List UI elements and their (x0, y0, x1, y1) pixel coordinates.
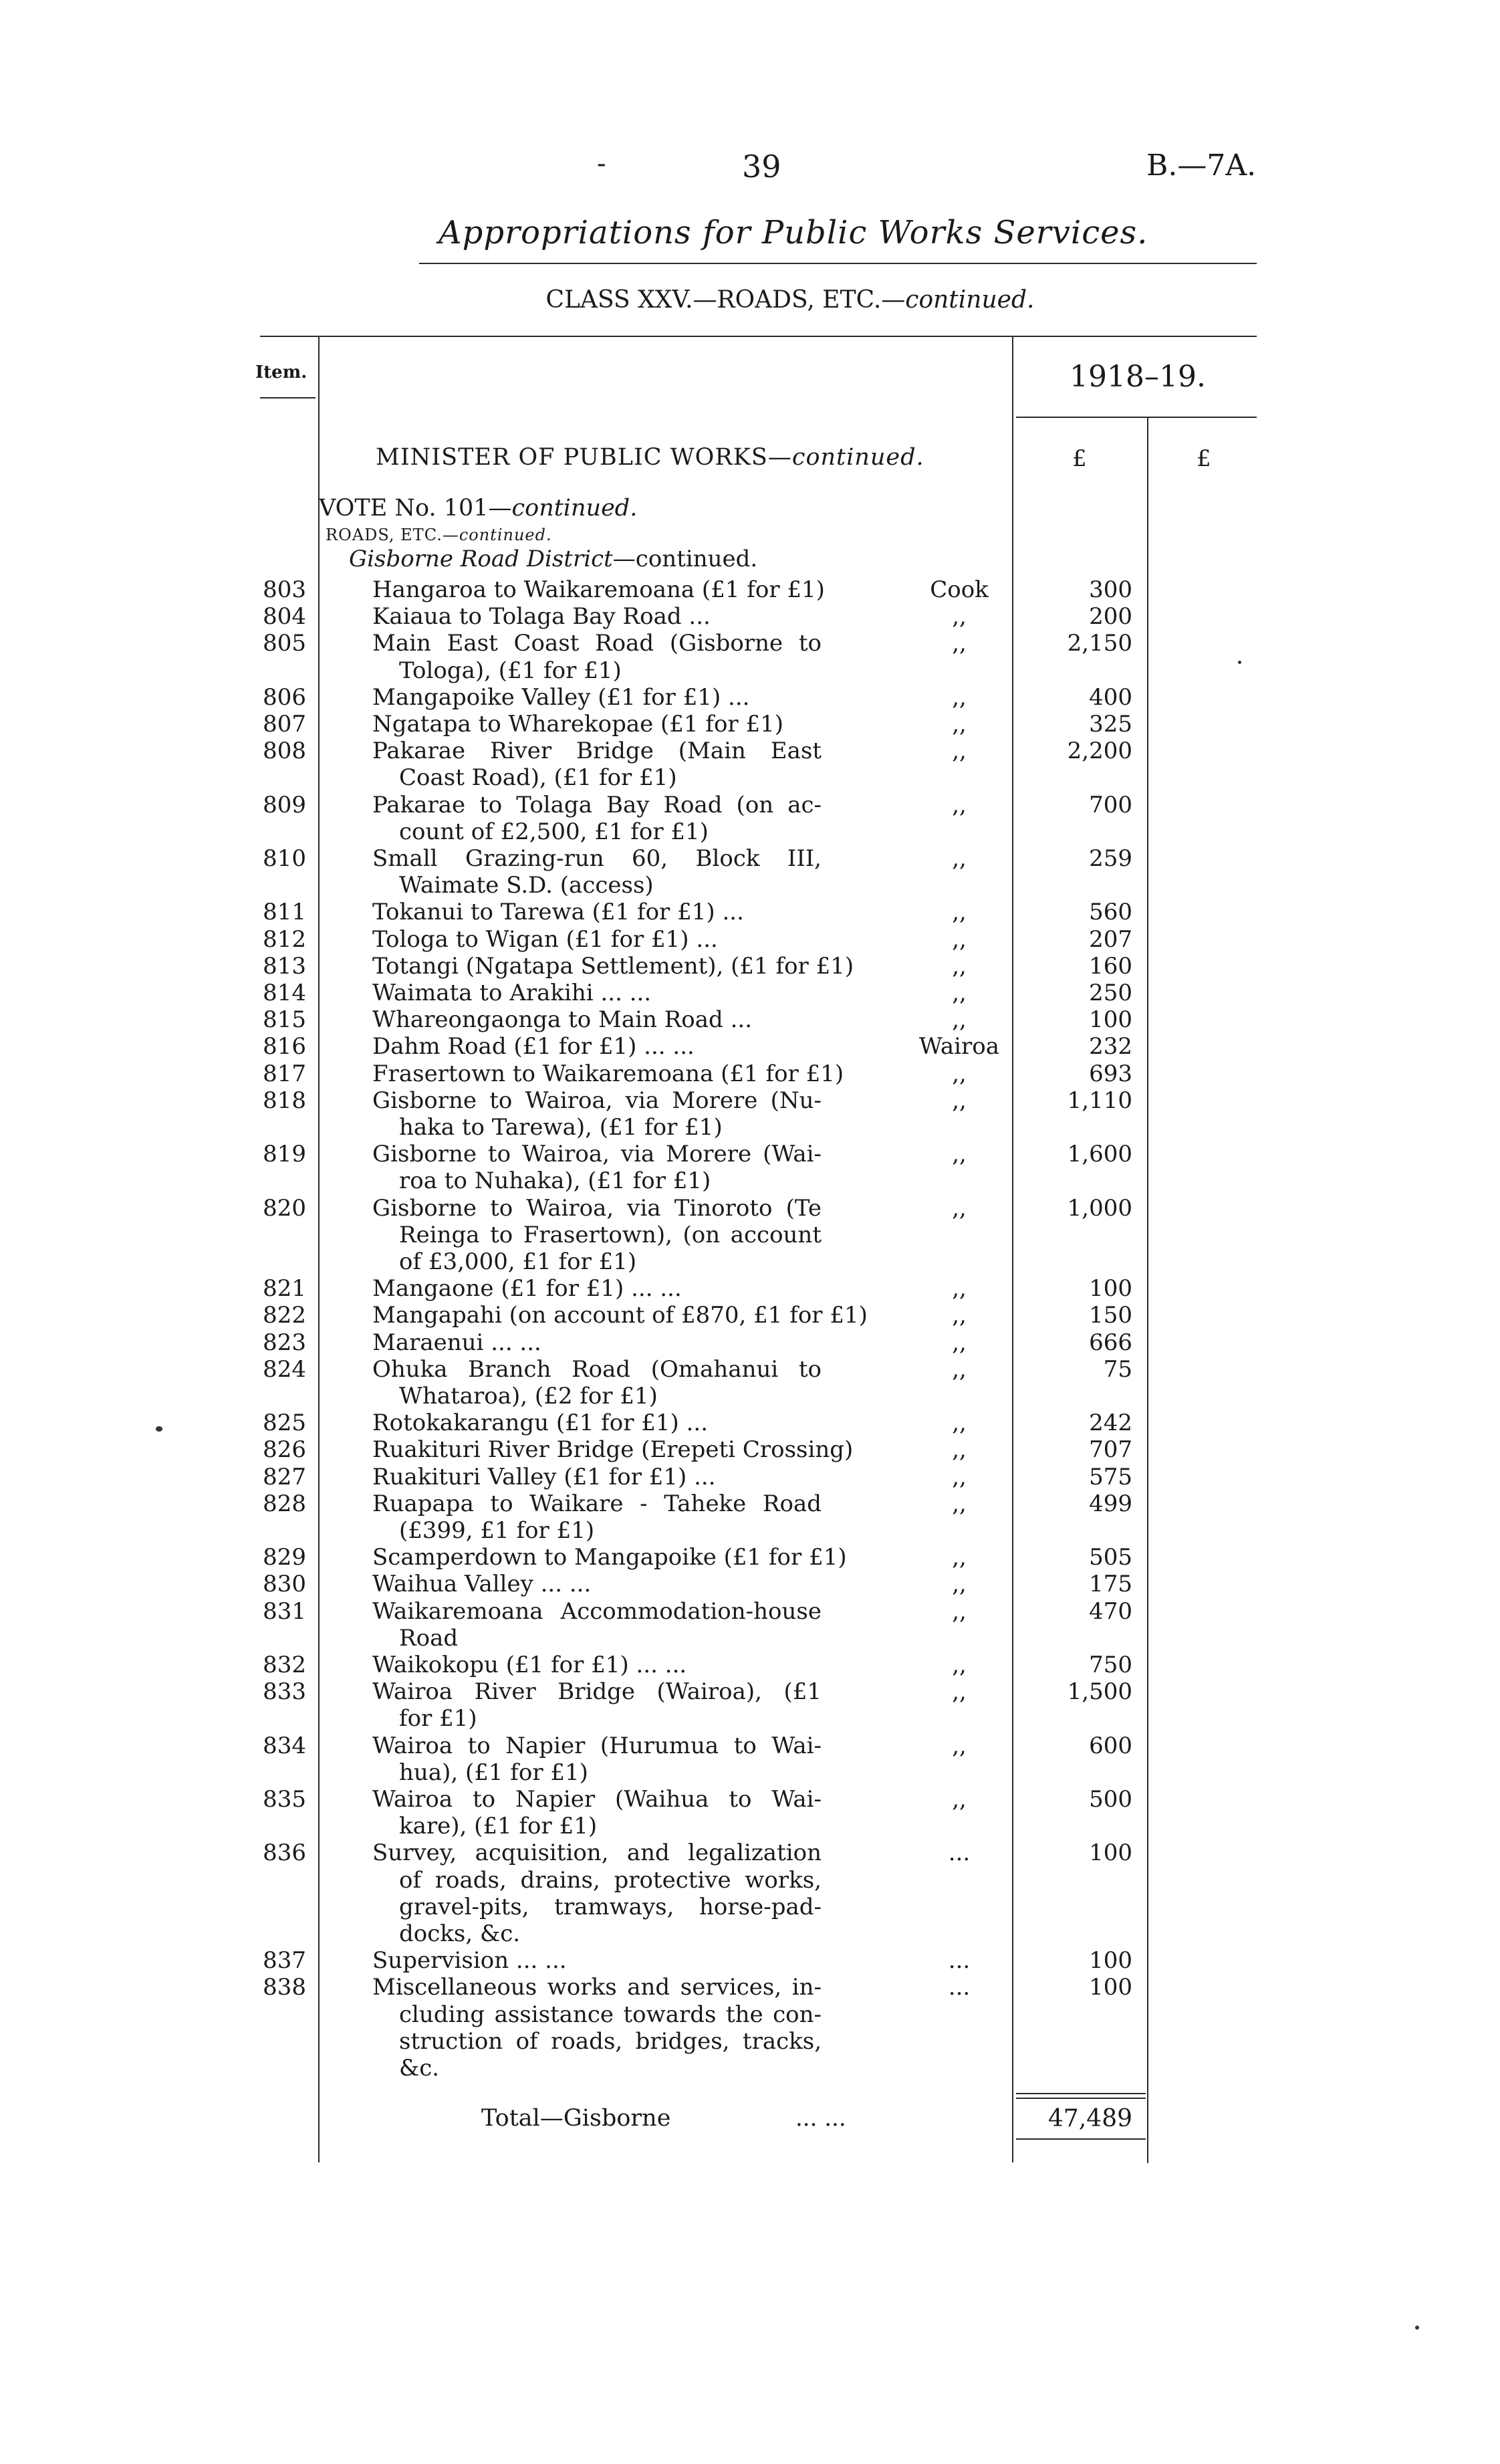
table-row (0, 711, 1500, 738)
item-amount: 470 (1089, 1598, 1132, 1625)
table-row (0, 1356, 1500, 1383)
item-description: Waikokopu (£1 for £1) ... ... (372, 1652, 687, 1678)
table-row (0, 1786, 1500, 1813)
item-district: ,, (952, 926, 967, 953)
item-number: 825 (263, 1410, 306, 1436)
table-row (0, 1839, 1500, 1866)
table-row-continuation (0, 872, 1500, 899)
item-number: 824 (263, 1356, 306, 1383)
item-amount: 100 (1089, 1947, 1132, 1974)
item-description: for £1) (399, 1705, 477, 1732)
table-row-continuation (0, 2055, 1500, 2082)
item-amount: 325 (1089, 711, 1132, 738)
item-amount: 750 (1089, 1652, 1132, 1678)
item-district: ,, (952, 1275, 967, 1302)
year-head-rule (1016, 417, 1257, 418)
item-number: 833 (263, 1678, 306, 1705)
item-number: 804 (263, 603, 306, 630)
table-row (0, 1141, 1500, 1167)
item-amount: 100 (1089, 1006, 1132, 1033)
item-description: Waihua Valley ... ... (372, 1571, 592, 1597)
item-description: Ruakituri River Bridge (Erepeti Crossing) (372, 1436, 854, 1463)
table-row-continuation (0, 1867, 1500, 1894)
item-district: ,, (952, 1464, 967, 1490)
item-number: 832 (263, 1652, 306, 1678)
item-description: Small Grazing-run 60, Block III, (372, 845, 822, 872)
item-amount: 693 (1089, 1060, 1132, 1087)
item-description: Whataroa), (£2 for £1) (399, 1383, 658, 1410)
table-row-continuation (0, 818, 1500, 845)
item-head-rule (260, 397, 316, 399)
total-label: Total—Gisborne (481, 2105, 671, 2132)
item-number: 817 (263, 1060, 306, 1087)
total-bottom-rule (1016, 2138, 1146, 2140)
item-description: Waikaremoana Accommodation-house (372, 1598, 822, 1625)
item-description: &c. (399, 2055, 440, 2082)
item-amount: 1,000 (1067, 1195, 1132, 1222)
item-description: docks, &c. (399, 1920, 521, 1947)
item-number: 819 (263, 1141, 306, 1167)
item-number: 810 (263, 845, 306, 872)
item-number: 814 (263, 980, 306, 1006)
table-row-continuation (0, 1114, 1500, 1141)
table-row (0, 1033, 1500, 1060)
minister-heading (376, 444, 924, 471)
item-number: 808 (263, 738, 306, 764)
item-amount: 75 (1103, 1356, 1132, 1383)
total-top-rule (1016, 2093, 1146, 2094)
table-row (0, 1490, 1500, 1517)
item-district: ,, (952, 711, 967, 738)
item-district: Wairoa (918, 1033, 1000, 1060)
item-number: 813 (263, 953, 306, 980)
item-description: haka to Tarewa), (£1 for £1) (399, 1114, 723, 1141)
item-district: ,, (952, 630, 967, 657)
item-number: 827 (263, 1464, 306, 1490)
item-description: Supervision ... ... (372, 1947, 567, 1974)
table-row (0, 1974, 1500, 2001)
table-row (0, 1436, 1500, 1463)
table-row (0, 738, 1500, 764)
total-value: 47,489 (1048, 2105, 1132, 2132)
table-row (0, 1410, 1500, 1436)
item-description: Miscellaneous works and services, in- (372, 1974, 822, 2001)
table-row (0, 1678, 1500, 1705)
item-description: Mangapoike Valley (£1 for £1) ... (372, 684, 750, 711)
item-description: Road (399, 1625, 459, 1652)
vote-heading-continued: continued. (511, 495, 638, 522)
table-row (0, 953, 1500, 980)
item-district: ,, (952, 899, 967, 925)
item-district: ,, (952, 792, 967, 818)
table-row-continuation (0, 657, 1500, 684)
vote-heading-text: VOTE No. 101— (319, 495, 512, 522)
item-description: Wairoa River Bridge (Wairoa), (£1 (372, 1678, 822, 1705)
table-row (0, 845, 1500, 872)
item-number: 831 (263, 1598, 306, 1625)
class-heading (0, 286, 1500, 314)
item-description: cluding assistance towards the con- (399, 2001, 822, 2028)
year-column-header: 1918–19. (1070, 360, 1206, 394)
table-row-continuation (0, 1705, 1500, 1732)
table-row-continuation (0, 1383, 1500, 1410)
item-number: 812 (263, 926, 306, 953)
table-row (0, 1732, 1500, 1759)
item-number: 820 (263, 1195, 306, 1222)
table-row (0, 1195, 1500, 1222)
item-amount: 100 (1089, 1839, 1132, 1866)
ink-speck (1238, 661, 1241, 664)
table-row-continuation (0, 1517, 1500, 1544)
item-number: 835 (263, 1786, 306, 1813)
total-top-rule-double (1016, 2098, 1146, 2099)
item-amount: 150 (1089, 1302, 1132, 1329)
item-number: 829 (263, 1544, 306, 1571)
item-number: 805 (263, 630, 306, 657)
table-top-rule (260, 336, 1257, 337)
item-district: ... (948, 1947, 971, 1974)
item-district: ,, (952, 738, 967, 764)
class-heading-text: CLASS XXV.—ROADS, ETC.— (545, 286, 906, 314)
item-number: 818 (263, 1087, 306, 1114)
item-description: Coast Road), (£1 for £1) (399, 764, 677, 791)
table-row-continuation (0, 1920, 1500, 1947)
item-district: ,, (952, 1006, 967, 1033)
table-row (0, 1302, 1500, 1329)
item-amount: 575 (1089, 1464, 1132, 1490)
pound-sign-column-1: £ (1072, 445, 1087, 472)
item-district: ,, (952, 1571, 967, 1597)
item-number: 836 (263, 1839, 306, 1866)
item-amount: 1,600 (1067, 1141, 1132, 1167)
item-description: Tologa), (£1 for £1) (399, 657, 622, 684)
item-description: Gisborne to Wairoa, via Tinoroto (Te (372, 1195, 822, 1222)
roads-heading-text: ROADS, ETC.— (326, 526, 459, 544)
item-number: 811 (263, 899, 306, 925)
item-description: Ngatapa to Wharekopae (£1 for £1) (372, 711, 784, 738)
roads-heading-continued: continued. (459, 526, 552, 544)
vote-heading (319, 495, 637, 522)
item-description: of roads, drains, protective works, (399, 1867, 822, 1894)
item-district: ,, (952, 980, 967, 1006)
item-description: Pakarae to Tolaga Bay Road (on ac- (372, 792, 822, 818)
table-row-continuation (0, 1813, 1500, 1839)
item-district: ,, (952, 1490, 967, 1517)
document-reference: B.—7A. (1146, 148, 1257, 183)
item-number: 838 (263, 1974, 306, 2001)
table-row (0, 980, 1500, 1006)
minister-heading-text: MINISTER OF PUBLIC WORKS— (376, 444, 792, 471)
item-district: ,, (952, 953, 967, 980)
total-leader-dots: ... ... (795, 2105, 846, 2132)
item-amount: 2,200 (1067, 738, 1132, 764)
item-amount: 560 (1089, 899, 1132, 925)
item-district: ,, (952, 1410, 967, 1436)
item-description: Hangaroa to Waikaremoana (£1 for £1) (372, 576, 825, 603)
table-row-continuation (0, 1167, 1500, 1194)
item-amount: 100 (1089, 1974, 1132, 2001)
table-row (0, 899, 1500, 925)
table-row (0, 1571, 1500, 1597)
item-amount: 2,150 (1067, 630, 1132, 657)
item-district: ,, (952, 1141, 967, 1167)
item-description: Wairoa to Napier (Waihua to Wai- (372, 1786, 822, 1813)
item-number: 822 (263, 1302, 306, 1329)
district-name: Gisborne Road District (349, 546, 613, 572)
item-district: ,, (952, 1060, 967, 1087)
item-description: Totangi (Ngatapa Settlement), (£1 for £1) (372, 953, 854, 980)
item-amount: 707 (1089, 1436, 1132, 1463)
item-number: 821 (263, 1275, 306, 1302)
item-description: Waimata to Arakihi ... ... (372, 980, 652, 1006)
item-description: of £3,000, £1 for £1) (399, 1248, 637, 1275)
item-amount: 242 (1089, 1410, 1132, 1436)
item-amount: 259 (1089, 845, 1132, 872)
item-column-header: Item. (255, 362, 307, 382)
table-row (0, 603, 1500, 630)
item-description: Main East Coast Road (Gisborne to (372, 630, 822, 657)
table-row (0, 1598, 1500, 1625)
item-district: ... (948, 1974, 971, 2001)
item-number: 809 (263, 792, 306, 818)
table-row (0, 576, 1500, 603)
item-description: Tokanui to Tarewa (£1 for £1) ... (372, 899, 744, 925)
pound-sign-column-2: £ (1197, 445, 1211, 472)
item-district: ,, (952, 1732, 967, 1759)
item-amount: 499 (1089, 1490, 1132, 1517)
item-description: Reinga to Frasertown), (on account (399, 1222, 822, 1248)
page-number: 39 (742, 148, 781, 185)
table-row (0, 1464, 1500, 1490)
item-amount: 175 (1089, 1571, 1132, 1597)
table-row-continuation (0, 1625, 1500, 1652)
item-district: ,, (952, 845, 967, 872)
item-description: Kaiaua to Tolaga Bay Road ... (372, 603, 711, 630)
table-row-continuation (0, 764, 1500, 791)
ink-speck (156, 1426, 162, 1432)
item-amount: 666 (1089, 1329, 1132, 1356)
item-number: 837 (263, 1947, 306, 1974)
item-district: ,, (952, 603, 967, 630)
item-description: Scamperdown to Mangapoike (£1 for £1) (372, 1544, 847, 1571)
item-number: 828 (263, 1490, 306, 1517)
item-amount: 200 (1089, 603, 1132, 630)
table-row (0, 1275, 1500, 1302)
class-heading-continued: continued. (905, 286, 1035, 314)
item-description: hua), (£1 for £1) (399, 1759, 588, 1786)
table-row-continuation (0, 2001, 1500, 2028)
item-description: Survey, acquisition, and legalization (372, 1839, 822, 1866)
item-amount: 300 (1089, 576, 1132, 603)
item-description: Tologa to Wigan (£1 for £1) ... (372, 926, 718, 953)
item-district: ,, (952, 1195, 967, 1222)
item-description: Waimate S.D. (access) (399, 872, 654, 899)
item-number: 826 (263, 1436, 306, 1463)
item-district: ,, (952, 1302, 967, 1329)
table-row (0, 684, 1500, 711)
item-description: Frasertown to Waikaremoana (£1 for £1) (372, 1060, 844, 1087)
item-number: 807 (263, 711, 306, 738)
table-row (0, 926, 1500, 953)
item-district: ,, (952, 684, 967, 711)
table-row-continuation (0, 1222, 1500, 1248)
item-amount: 100 (1089, 1275, 1132, 1302)
item-description: Mangaone (£1 for £1) ... ... (372, 1275, 682, 1302)
item-description: count of £2,500, £1 for £1) (399, 818, 709, 845)
roads-heading (326, 526, 552, 544)
item-description: Gisborne to Wairoa, via Morere (Wai- (372, 1141, 822, 1167)
item-number: 803 (263, 576, 306, 603)
table-row (0, 1087, 1500, 1114)
table-row (0, 1947, 1500, 1974)
item-amount: 160 (1089, 953, 1132, 980)
item-district: ,, (952, 1329, 967, 1356)
item-number: 834 (263, 1732, 306, 1759)
table-row (0, 1652, 1500, 1678)
item-description: Wairoa to Napier (Hurumua to Wai- (372, 1732, 822, 1759)
item-description: Ruapapa to Waikare - Taheke Road (372, 1490, 822, 1517)
item-description: Ruakituri Valley (£1 for £1) ... (372, 1464, 716, 1490)
item-number: 816 (263, 1033, 306, 1060)
item-description: Rotokakarangu (£1 for £1) ... (372, 1410, 709, 1436)
item-description: Mangapahi (on account of £870, £1 for £1) (372, 1302, 868, 1329)
item-amount: 250 (1089, 980, 1132, 1006)
item-description: struction of roads, bridges, tracks, (399, 2028, 822, 2055)
item-description: Gisborne to Wairoa, via Morere (Nu- (372, 1087, 822, 1114)
item-district: ,, (952, 1678, 967, 1705)
item-amount: 500 (1089, 1786, 1132, 1813)
header-dash: - (597, 148, 606, 179)
item-number: 815 (263, 1006, 306, 1033)
item-description: roa to Nuhaka), (£1 for £1) (399, 1167, 711, 1194)
table-row (0, 1060, 1500, 1087)
item-amount: 400 (1089, 684, 1132, 711)
item-district: ,, (952, 1356, 967, 1383)
item-description: Pakarae River Bridge (Main East (372, 738, 822, 764)
item-amount: 505 (1089, 1544, 1132, 1571)
item-description: Whareongaonga to Main Road ... (372, 1006, 753, 1033)
item-amount: 1,110 (1067, 1087, 1132, 1114)
table-row (0, 792, 1500, 818)
item-number: 806 (263, 684, 306, 711)
item-district: ,, (952, 1087, 967, 1114)
item-district: ... (948, 1839, 971, 1866)
table-row (0, 1544, 1500, 1571)
item-district: ,, (952, 1786, 967, 1813)
table-row-continuation (0, 1894, 1500, 1920)
table-row-continuation (0, 1248, 1500, 1275)
page-title: Appropriations for Public Works Services. (439, 214, 1148, 251)
table-row (0, 1006, 1500, 1033)
title-rule (419, 263, 1257, 264)
item-number: 823 (263, 1329, 306, 1356)
item-description: Maraenui ... ... (372, 1329, 541, 1356)
item-district: ,, (952, 1598, 967, 1625)
minister-heading-continued: continued. (791, 444, 924, 471)
table-row-continuation (0, 1759, 1500, 1786)
table-row (0, 1329, 1500, 1356)
ink-speck (1415, 2326, 1419, 2330)
item-number: 830 (263, 1571, 306, 1597)
item-district: ,, (952, 1436, 967, 1463)
item-amount: 232 (1089, 1033, 1132, 1060)
item-amount: 600 (1089, 1732, 1132, 1759)
table-row (0, 630, 1500, 657)
item-description: Dahm Road (£1 for £1) ... ... (372, 1033, 695, 1060)
item-district: Cook (930, 576, 989, 603)
item-description: (£399, £1 for £1) (399, 1517, 595, 1544)
item-district: ,, (952, 1544, 967, 1571)
item-description: gravel-pits, tramways, horse-pad- (399, 1894, 822, 1920)
item-amount: 207 (1089, 926, 1132, 953)
item-description: Ohuka Branch Road (Omahanui to (372, 1356, 822, 1383)
district-heading-continued: —continued. (612, 546, 758, 572)
item-amount: 1,500 (1067, 1678, 1132, 1705)
item-description: kare), (£1 for £1) (399, 1813, 598, 1839)
table-row-continuation (0, 2028, 1500, 2055)
item-amount: 700 (1089, 792, 1132, 818)
district-heading (349, 546, 757, 572)
item-district: ,, (952, 1652, 967, 1678)
